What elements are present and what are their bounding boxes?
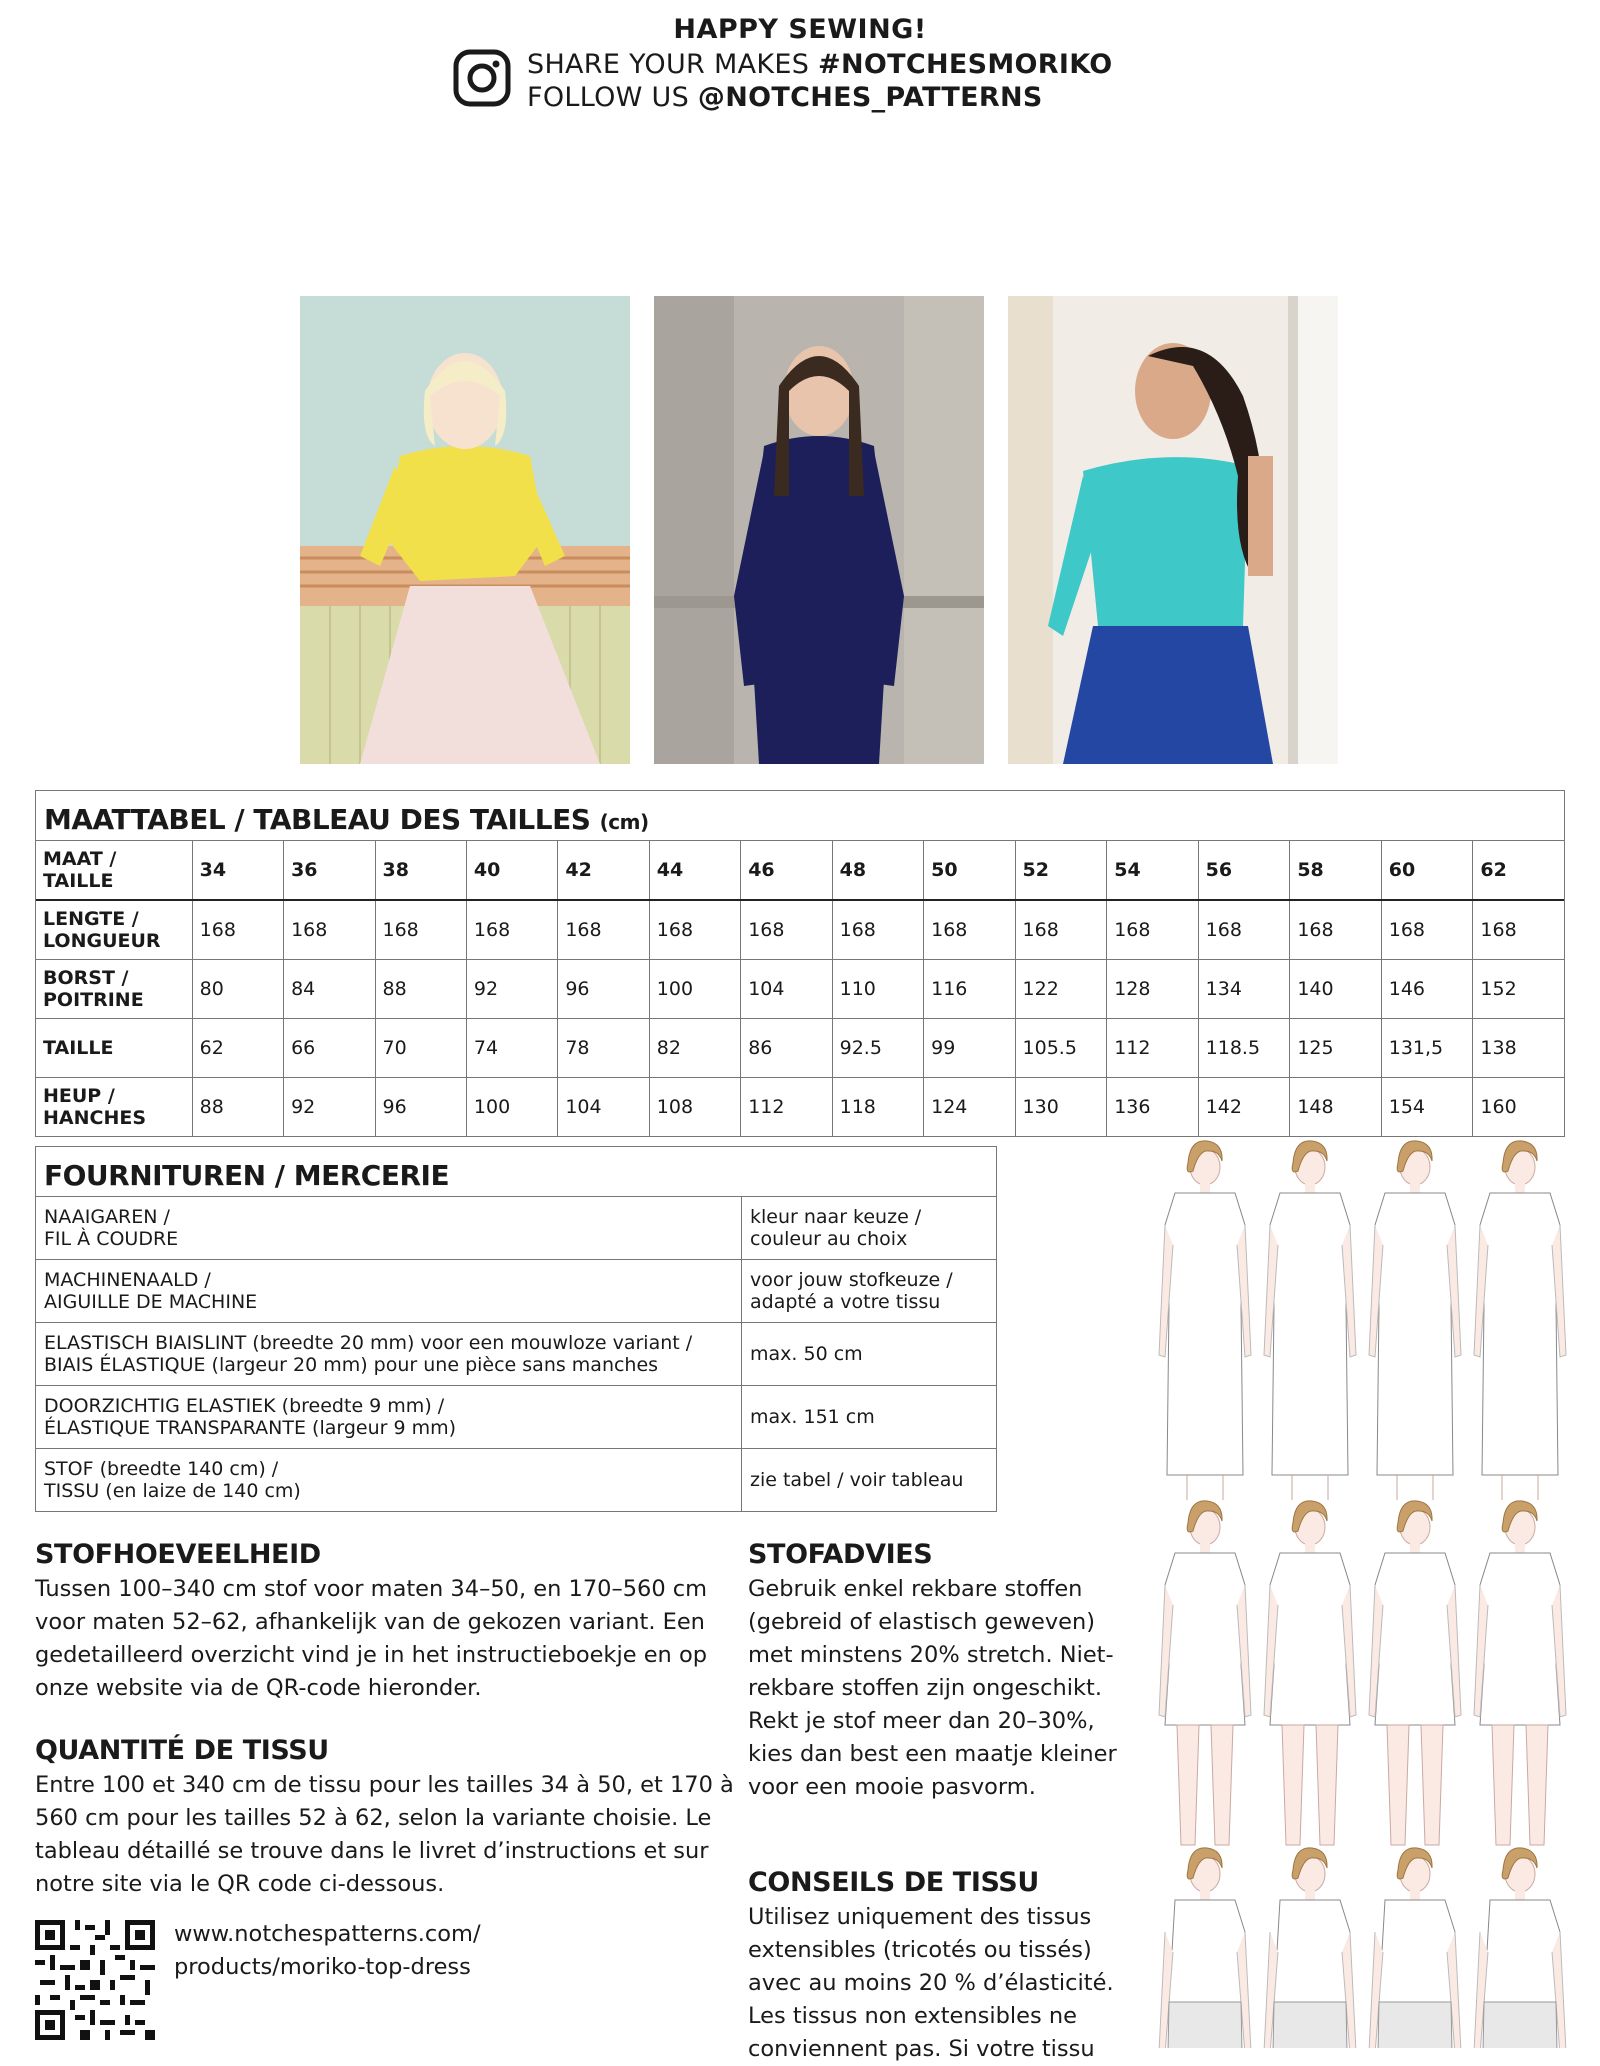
section-heading: STOFHOEVEELHEID: [35, 1539, 321, 1570]
section-heading: QUANTITÉ DE TISSU: [35, 1735, 329, 1766]
mercerie-item: NAAIGAREN / FIL À COUDRE: [36, 1197, 742, 1260]
size-cell: 80: [192, 960, 283, 1019]
size-cell: 168: [1107, 900, 1198, 960]
size-cell: 96: [558, 960, 649, 1019]
size-header-cell: 42: [558, 841, 649, 901]
size-cell: 92: [284, 1078, 375, 1137]
size-cell: 168: [1015, 900, 1107, 960]
size-cell: 131,5: [1381, 1019, 1473, 1078]
technical-sketches: [1150, 1140, 1570, 2048]
size-header-label: MAAT / TAILLE: [36, 841, 192, 901]
size-cell: 168: [924, 900, 1015, 960]
mercerie-item: STOF (breedte 140 cm) / TISSU (en laize de 140 cm): [36, 1449, 742, 1512]
size-cell: 62: [192, 1019, 283, 1078]
size-cell: 138: [1473, 1019, 1564, 1078]
happy-sewing-title: HAPPY SEWING!: [673, 14, 927, 45]
section-heading: CONSEILS DE TISSU: [748, 1867, 1039, 1898]
mercerie-row: [36, 1260, 996, 1323]
photo-navy-dress: [654, 296, 984, 764]
size-cell: 168: [558, 900, 649, 960]
fabric-advice-fr: [748, 1866, 1128, 2066]
section-text: Utilisez uniquement des tissus extensibles (tricotés ou tissés) avec au moins 20 % d’élasticité. Les tissus non extensibles ne conviennent pas. Si votre tissu: [748, 1904, 1114, 2062]
size-cell: 168: [1198, 900, 1290, 960]
size-cell: 118.5: [1198, 1019, 1290, 1078]
size-cell: 146: [1381, 960, 1473, 1019]
mercerie-row: [36, 1197, 996, 1260]
section-text: Tussen 100–340 cm stof voor maten 34–50, en 170–560 cm voor maten 52–62, afhankelijk van de gekozen variant. Een gedetailleerd overzicht vind je in het instructieboekje en op onze website via de QR-code hieronder.: [35, 1576, 708, 1701]
size-cell: 168: [284, 900, 375, 960]
size-header-cell: 54: [1107, 841, 1198, 901]
mercerie-row: [36, 1386, 996, 1449]
size-cell: 74: [466, 1019, 557, 1078]
size-cell: 134: [1198, 960, 1290, 1019]
share-line: SHARE YOUR MAKES #NOTCHESMORIKO: [527, 49, 1113, 80]
section-text: Entre 100 et 340 cm de tissu pour les tailles 34 à 50, et 170 à 560 cm pour les tailles 52 à 62, selon la variante choisie. Le tableau détaillé se trouve dans le livret d’instructions et sur notre site via le QR code ci-dessous.: [35, 1772, 734, 1897]
size-cell: 154: [1381, 1078, 1473, 1137]
sketch-row-short: [1159, 1501, 1566, 1845]
size-cell: 86: [741, 1019, 832, 1078]
mercerie-value: kleur naar keuze / couleur au choix: [742, 1197, 997, 1260]
size-cell: 82: [649, 1019, 740, 1078]
sketch-row-long: [1159, 1141, 1566, 1500]
pattern-url[interactable]: www.notchespatterns.com/ products/moriko-top-dress: [174, 1921, 481, 1980]
mercerie-grid: [36, 1196, 996, 1511]
size-cell: 100: [466, 1078, 557, 1137]
size-header-cell: 60: [1381, 841, 1473, 901]
size-cell: 70: [375, 1019, 466, 1078]
mercerie-table: [35, 1146, 997, 1512]
size-cell: 168: [741, 900, 832, 960]
size-row-length: [36, 900, 1564, 960]
size-row-bust: [36, 960, 1564, 1019]
size-cell: 168: [1473, 900, 1564, 960]
size-header-cell: 62: [1473, 841, 1564, 901]
size-cell: 112: [1107, 1019, 1198, 1078]
size-cell: 66: [284, 1019, 375, 1078]
size-cell: 92.5: [832, 1019, 924, 1078]
size-header-cell: 58: [1290, 841, 1381, 901]
size-header-cell: 48: [832, 841, 924, 901]
size-cell: 142: [1198, 1078, 1290, 1137]
size-header-cell: 38: [375, 841, 466, 901]
size-cell: 128: [1107, 960, 1198, 1019]
mercerie-item: MACHINENAALD / AIGUILLE DE MACHINE: [36, 1260, 742, 1323]
photo-yellow-top: [300, 296, 630, 764]
size-header-cell: 36: [284, 841, 375, 901]
size-cell: 108: [649, 1078, 740, 1137]
mercerie-row: [36, 1323, 996, 1386]
mercerie-row: [36, 1449, 996, 1512]
size-cell: 168: [832, 900, 924, 960]
size-cell: 110: [832, 960, 924, 1019]
size-cell: 140: [1290, 960, 1381, 1019]
mercerie-value: max. 50 cm: [742, 1323, 997, 1386]
follow-line: FOLLOW US @NOTCHES_PATTERNS: [527, 82, 1043, 113]
size-header-cell: 52: [1015, 841, 1107, 901]
size-cell: 136: [1107, 1078, 1198, 1137]
size-header-row: [36, 841, 1564, 901]
mercerie-value: zie tabel / voir tableau: [742, 1449, 997, 1512]
row-label: BORST / POITRINE: [36, 960, 192, 1019]
size-header-cell: 46: [741, 841, 832, 901]
size-cell: 168: [1290, 900, 1381, 960]
size-table-title: MAATTABEL / TABLEAU DES TAILLES (cm): [44, 803, 649, 836]
size-header-cell: 50: [924, 841, 1015, 901]
size-cell: 104: [558, 1078, 649, 1137]
size-cell: 84: [284, 960, 375, 1019]
size-header-cell: 40: [466, 841, 557, 901]
size-cell: 168: [649, 900, 740, 960]
size-table: [35, 790, 1565, 1137]
size-header-cell: 44: [649, 841, 740, 901]
size-cell: 168: [1381, 900, 1473, 960]
size-cell: 160: [1473, 1078, 1564, 1137]
size-header-cell: 56: [1198, 841, 1290, 901]
instagram-icon: [452, 48, 512, 108]
size-cell: 92: [466, 960, 557, 1019]
size-cell: 104: [741, 960, 832, 1019]
size-cell: 88: [375, 960, 466, 1019]
size-cell: 96: [375, 1078, 466, 1137]
size-grid: [36, 840, 1564, 1136]
fabric-quantity-fr: [35, 1734, 735, 1901]
mercerie-item: DOORZICHTIG ELASTIEK (breedte 9 mm) / ÉLASTIQUE TRANSPARANTE (largeur 9 mm): [36, 1386, 742, 1449]
row-label: TAILLE: [36, 1019, 192, 1078]
size-cell: 122: [1015, 960, 1107, 1019]
size-cell: 118: [832, 1078, 924, 1137]
size-row-waist: [36, 1019, 1564, 1078]
row-label: LENGTE / LONGUEUR: [36, 900, 192, 960]
size-cell: 125: [1290, 1019, 1381, 1078]
size-cell: 130: [1015, 1078, 1107, 1137]
photo-turquoise-top: [1008, 296, 1338, 764]
mercerie-title: FOURNITUREN / MERCERIE: [44, 1159, 450, 1192]
size-cell: 168: [192, 900, 283, 960]
mercerie-value: max. 151 cm: [742, 1386, 997, 1449]
hashtag: #NOTCHESMORIKO: [818, 49, 1113, 80]
qr-code[interactable]: [35, 1920, 155, 2040]
size-cell: 152: [1473, 960, 1564, 1019]
section-text: Gebruik enkel rekbare stoffen (gebreid of elastisch geweven) met minstens 20% stretch. Niet-rekbare stoffen zijn ongeschikt. Rekt je stof meer dan 20–30%, kies dan best een maatje kleiner voor een mooie pasvorm.: [748, 1576, 1117, 1800]
fabric-advice-nl: [748, 1538, 1128, 1804]
size-header-cell: 34: [192, 841, 283, 901]
size-cell: 88: [192, 1078, 283, 1137]
size-cell: 105.5: [1015, 1019, 1107, 1078]
sketch-row-top: [1159, 1848, 1566, 2048]
mercerie-value: voor jouw stofkeuze / adapté a votre tissu: [742, 1260, 997, 1323]
size-cell: 148: [1290, 1078, 1381, 1137]
size-cell: 168: [375, 900, 466, 960]
size-cell: 124: [924, 1078, 1015, 1137]
fabric-quantity-nl: [35, 1538, 735, 1705]
size-cell: 99: [924, 1019, 1015, 1078]
size-row-hips: [36, 1078, 1564, 1137]
handle: @NOTCHES_PATTERNS: [697, 82, 1043, 113]
social-lines: [527, 48, 1112, 114]
mercerie-item: ELASTISCH BIAISLINT (breedte 20 mm) voor een mouwloze variant / BIAIS ÉLASTIQUE (largeur 20 mm) pour une pièce sans manches: [36, 1323, 742, 1386]
row-label: HEUP / HANCHES: [36, 1078, 192, 1137]
section-heading: STOFADVIES: [748, 1539, 933, 1570]
size-cell: 112: [741, 1078, 832, 1137]
size-cell: 100: [649, 960, 740, 1019]
size-table-unit: (cm): [599, 810, 649, 834]
size-cell: 78: [558, 1019, 649, 1078]
size-cell: 168: [466, 900, 557, 960]
size-cell: 116: [924, 960, 1015, 1019]
